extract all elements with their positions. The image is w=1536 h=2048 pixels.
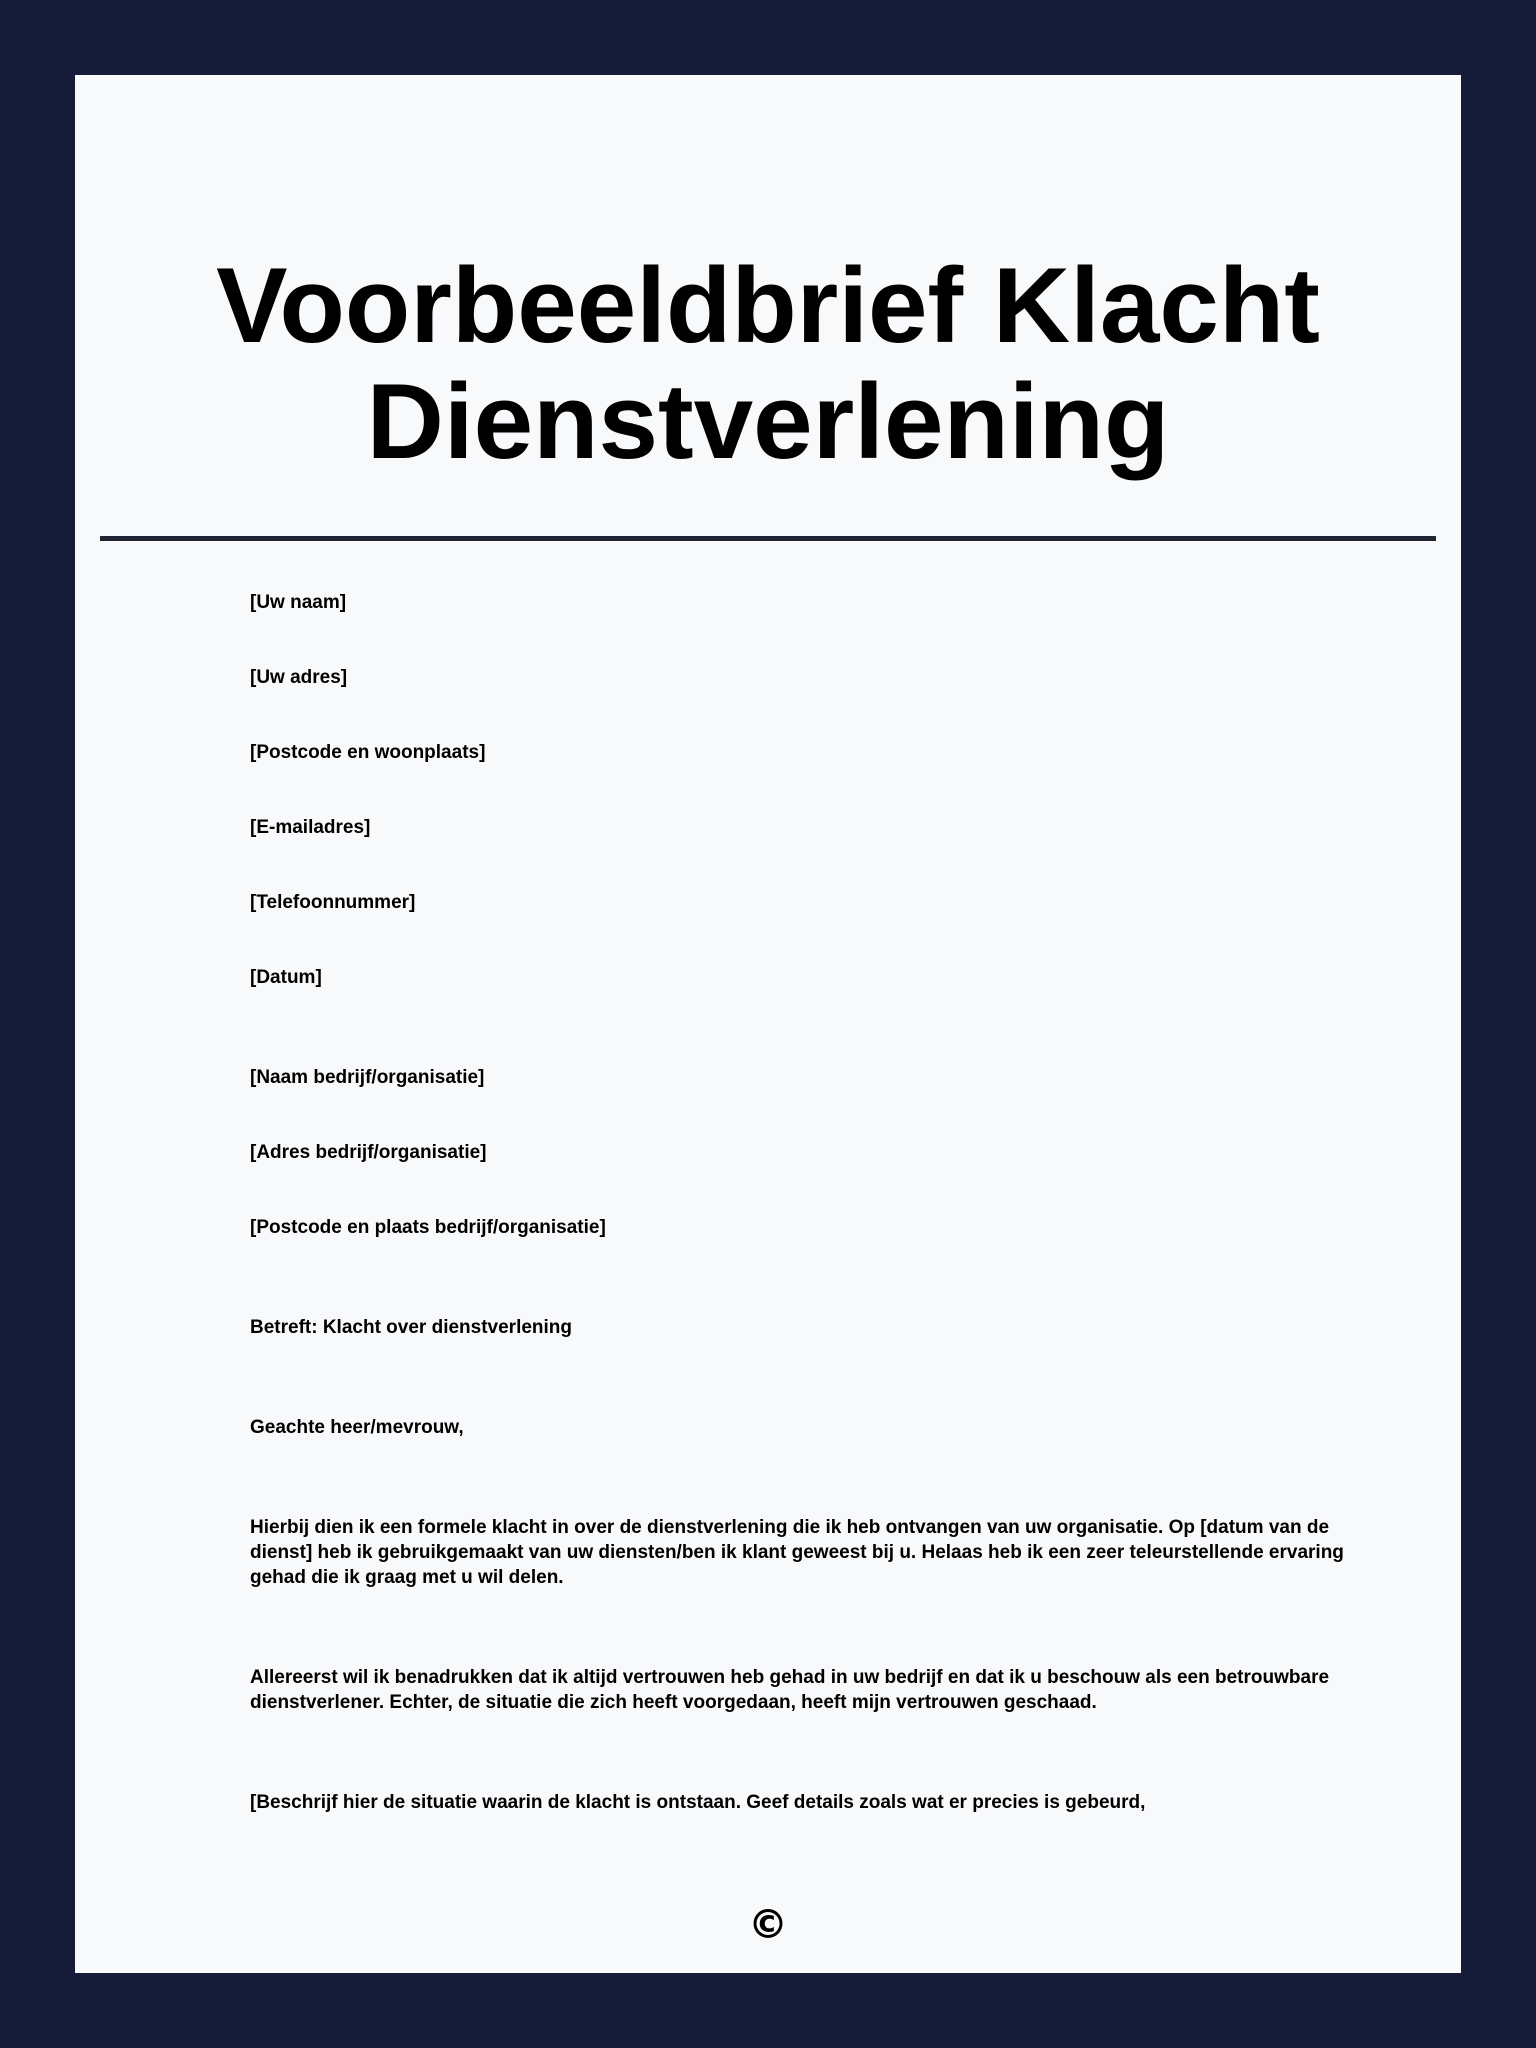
- letter-subject: Betreft: Klacht over dienstverlening: [250, 1317, 573, 1338]
- document-title: [75, 247, 1461, 479]
- body-paragraph-1: Hierbij dien ik een formele klacht in over de dienstverlening die ik heb ontvangen van uw organisatie. Op [datum van de dienst] heb ik gebruikgemaakt van uw diensten/ben ik klant geweest bij u. Helaas heb ik een zeer teleurstellende ervaring gehad die ik graag met u wil delen.: [250, 1517, 1344, 1588]
- recipient-postal-city: [Postcode en plaats bedrijf/organisatie]: [250, 1217, 606, 1238]
- title-divider: [100, 536, 1436, 541]
- recipient-name: [Naam bedrijf/organisatie]: [250, 1067, 485, 1088]
- document-page: [75, 75, 1461, 1973]
- copyright-symbol: ©: [748, 1902, 788, 1948]
- letter-date: [Datum]: [250, 967, 322, 988]
- sender-postal-city: [Postcode en woonplaats]: [250, 742, 486, 763]
- document-title-line-1: Voorbeeldbrief Klacht: [216, 245, 1320, 365]
- letter-salutation: Geachte heer/mevrouw,: [250, 1417, 464, 1438]
- recipient-address: [Adres bedrijf/organisatie]: [250, 1142, 487, 1163]
- sender-phone: [Telefoonnummer]: [250, 892, 416, 913]
- body-paragraph-2: Allereerst wil ik benadrukken dat ik altijd vertrouwen heb gehad in uw bedrijf en dat ik u beschouw als een betrouwbare dienstverlener. Echter, de situatie die zich heeft voorgedaan, heeft mijn vertrouwen geschaad.: [250, 1667, 1330, 1713]
- sender-email: [E-mailadres]: [250, 817, 371, 838]
- sender-address: [Uw adres]: [250, 667, 348, 688]
- body-paragraph-3: [Beschrijf hier de situatie waarin de klacht is ontstaan. Geef details zoals wat er precies is gebeurd,: [250, 1792, 1146, 1813]
- sender-name: [Uw naam]: [250, 592, 347, 613]
- document-title-line-2: Dienstverlening: [366, 361, 1170, 481]
